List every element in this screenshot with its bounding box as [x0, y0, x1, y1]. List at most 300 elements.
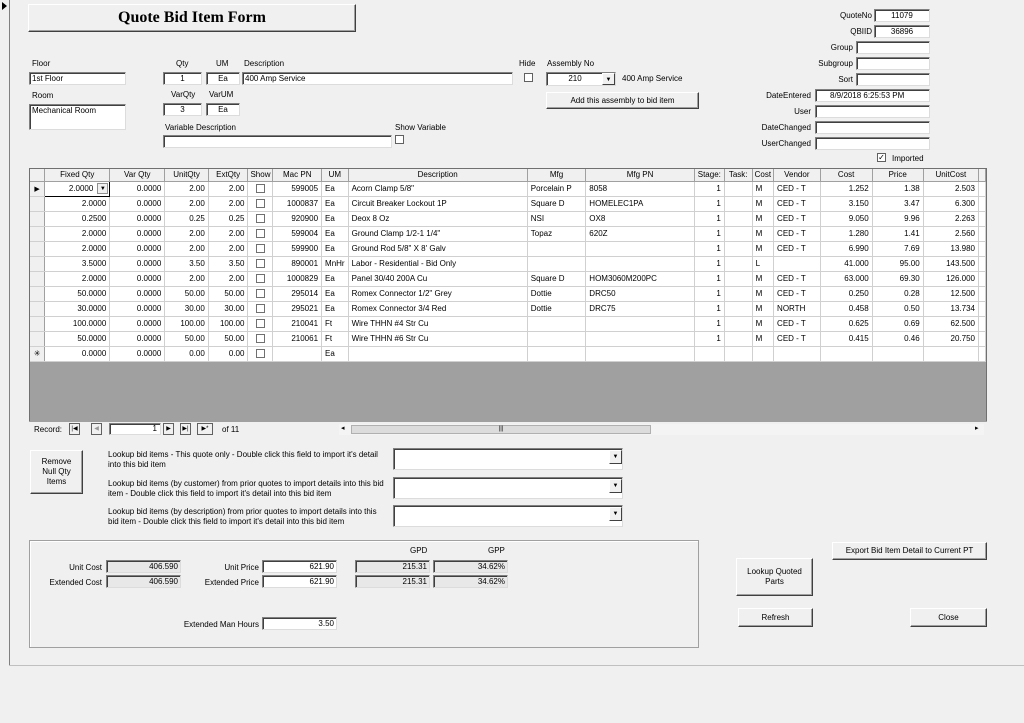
table-cell[interactable]: OX8 — [586, 211, 695, 226]
table-cell[interactable]: 210061 — [273, 331, 322, 346]
lookup-quoted-parts-button[interactable]: Lookup Quoted Parts — [736, 558, 813, 596]
table-cell[interactable]: 1 — [694, 226, 724, 241]
table-cell[interactable]: Panel 30/40 200A Cu — [348, 271, 527, 286]
show-checkbox-box[interactable] — [256, 184, 265, 193]
table-cell[interactable]: 50.0000 — [45, 286, 110, 301]
table-cell[interactable]: Ea — [322, 346, 349, 361]
table-cell[interactable]: 0.0000 — [110, 256, 165, 271]
column-header[interactable]: Fixed Qty — [45, 169, 110, 181]
table-cell[interactable]: 2.00 — [208, 196, 248, 211]
table-cell[interactable]: CED - T — [774, 286, 821, 301]
subgroup-field[interactable] — [856, 57, 930, 70]
row-selector[interactable] — [30, 316, 45, 331]
table-cell[interactable]: 50.00 — [165, 286, 209, 301]
table-cell[interactable] — [724, 346, 752, 361]
table-cell[interactable] — [694, 346, 724, 361]
lookup-this-quote-chevron-down-icon[interactable]: ▼ — [609, 450, 622, 464]
table-cell[interactable]: Ea — [322, 301, 349, 316]
show-checkbox[interactable] — [248, 331, 273, 346]
group-field[interactable] — [856, 41, 930, 54]
table-cell[interactable]: 2.00 — [208, 226, 248, 241]
table-row[interactable] — [30, 316, 986, 331]
table-cell[interactable]: 2.0000 — [45, 241, 110, 256]
table-cell[interactable]: 599004 — [273, 226, 322, 241]
table-cell[interactable]: CED - T — [774, 331, 821, 346]
table-cell[interactable]: 62.500 — [923, 316, 978, 331]
show-checkbox-box[interactable] — [256, 199, 265, 208]
column-header[interactable]: Price — [872, 169, 923, 181]
table-cell[interactable] — [586, 241, 695, 256]
column-header[interactable]: Mfg PN — [586, 169, 695, 181]
table-cell[interactable]: 1 — [694, 211, 724, 226]
table-cell[interactable]: 0.250 — [820, 286, 872, 301]
remove-null-qty-button[interactable]: Remove Null Qty Items — [30, 450, 83, 494]
table-cell[interactable]: 126.000 — [923, 271, 978, 286]
grid-corner[interactable] — [30, 169, 45, 181]
sort-field[interactable] — [856, 73, 930, 86]
table-cell[interactable] — [724, 316, 752, 331]
lookup-by-description-chevron-down-icon[interactable]: ▼ — [609, 507, 622, 521]
column-header[interactable]: UnitCost — [923, 169, 978, 181]
last-record-icon[interactable]: ▶| — [180, 423, 191, 435]
table-cell[interactable] — [872, 346, 923, 361]
show-checkbox[interactable] — [248, 241, 273, 256]
table-cell[interactable] — [586, 256, 695, 271]
table-cell[interactable]: 0.0000 — [110, 331, 165, 346]
column-header[interactable]: UM — [322, 169, 349, 181]
table-cell[interactable]: 0.2500 — [45, 211, 110, 226]
table-cell[interactable]: 3.150 — [820, 196, 872, 211]
column-header[interactable]: Vendor — [774, 169, 821, 181]
table-cell[interactable]: Ea — [322, 286, 349, 301]
table-cell[interactable]: 30.00 — [165, 301, 209, 316]
table-cell[interactable]: 95.00 — [872, 256, 923, 271]
table-cell[interactable]: 890001 — [273, 256, 322, 271]
qbiid-field[interactable]: 36896 — [874, 25, 930, 38]
table-cell[interactable]: 6.990 — [820, 241, 872, 256]
table-cell[interactable]: M — [752, 331, 773, 346]
table-cell[interactable]: Square D — [527, 196, 586, 211]
show-checkbox-box[interactable] — [256, 304, 265, 313]
table-cell[interactable]: HOM3060M200PC — [586, 271, 695, 286]
description-field[interactable]: 400 Amp Service — [242, 72, 513, 85]
table-cell[interactable]: 41.000 — [820, 256, 872, 271]
table-cell[interactable]: 0.458 — [820, 301, 872, 316]
table-cell[interactable]: 0.46 — [872, 331, 923, 346]
table-cell[interactable]: 2.00 — [165, 241, 209, 256]
table-cell[interactable]: Dottie — [527, 301, 586, 316]
table-cell[interactable]: 1 — [694, 256, 724, 271]
table-cell[interactable]: M — [752, 316, 773, 331]
table-cell[interactable]: Porcelain P — [527, 181, 586, 196]
table-cell[interactable] — [774, 346, 821, 361]
table-row[interactable] — [30, 181, 986, 196]
table-cell[interactable]: 0.00 — [165, 346, 209, 361]
table-cell[interactable]: 0.50 — [872, 301, 923, 316]
table-cell[interactable]: 2.503 — [923, 181, 978, 196]
table-cell[interactable]: 1 — [694, 286, 724, 301]
show-checkbox[interactable] — [248, 256, 273, 271]
new-record-icon[interactable]: ▶* — [197, 423, 213, 435]
table-cell[interactable]: CED - T — [774, 271, 821, 286]
varqty-field[interactable]: 3 — [163, 103, 202, 116]
table-cell[interactable]: 920900 — [273, 211, 322, 226]
table-cell[interactable]: 2.00 — [165, 271, 209, 286]
table-cell[interactable]: 295014 — [273, 286, 322, 301]
table-cell[interactable]: 0.00 — [208, 346, 248, 361]
table-cell[interactable]: 1 — [694, 241, 724, 256]
assembly-dropdown-chevron-down-icon[interactable]: ▼ — [602, 73, 615, 85]
horizontal-scrollbar[interactable] — [339, 424, 984, 435]
table-cell[interactable]: Deox 8 Oz — [348, 211, 527, 226]
table-cell[interactable]: 0.25 — [208, 211, 248, 226]
table-cell[interactable] — [724, 331, 752, 346]
table-cell[interactable]: 0.28 — [872, 286, 923, 301]
table-cell[interactable]: 3.5000 — [45, 256, 110, 271]
scroll-right-icon[interactable]: ▸ — [975, 425, 979, 432]
table-cell[interactable]: Dottie — [527, 286, 586, 301]
table-cell[interactable]: 2.00 — [208, 271, 248, 286]
table-cell[interactable]: 1.280 — [820, 226, 872, 241]
table-cell[interactable]: M — [752, 226, 773, 241]
table-cell[interactable]: 0.0000 — [45, 346, 110, 361]
table-cell[interactable]: 50.00 — [165, 331, 209, 346]
table-row[interactable] — [30, 211, 986, 226]
table-cell[interactable]: MnHr — [322, 256, 349, 271]
table-cell[interactable]: 1 — [694, 301, 724, 316]
table-cell[interactable] — [586, 346, 695, 361]
table-cell[interactable]: 1 — [694, 271, 724, 286]
table-cell[interactable]: 0.415 — [820, 331, 872, 346]
record-number-field[interactable]: 1 — [109, 423, 161, 435]
table-cell[interactable]: 599900 — [273, 241, 322, 256]
table-cell[interactable]: NORTH — [774, 301, 821, 316]
imported-checkbox[interactable]: ✓ — [878, 153, 885, 162]
table-cell[interactable]: Ft — [322, 331, 349, 346]
table-cell[interactable]: 2.0000 — [45, 271, 110, 286]
table-row[interactable] — [30, 196, 986, 211]
table-cell[interactable]: 3.47 — [872, 196, 923, 211]
table-cell[interactable]: 0.0000 — [110, 316, 165, 331]
table-cell[interactable]: Romex Connector 1/2" Grey — [348, 286, 527, 301]
table-cell[interactable]: 0.0000 — [110, 181, 165, 196]
table-cell[interactable]: 50.00 — [208, 331, 248, 346]
row-selector[interactable] — [30, 241, 45, 256]
table-cell[interactable]: 620Z — [586, 226, 695, 241]
table-cell[interactable] — [724, 196, 752, 211]
table-cell[interactable] — [586, 316, 695, 331]
show-checkbox[interactable] — [248, 301, 273, 316]
table-cell[interactable]: Ea — [322, 211, 349, 226]
next-record-icon[interactable]: ▶ — [163, 423, 174, 435]
show-variable-checkbox[interactable] — [395, 135, 404, 144]
table-cell[interactable] — [724, 286, 752, 301]
extended-price-field[interactable]: 621.90 — [262, 575, 337, 588]
table-cell[interactable]: 0.0000 — [110, 271, 165, 286]
table-cell[interactable]: 3.50 — [208, 256, 248, 271]
table-cell[interactable]: M — [752, 301, 773, 316]
show-checkbox-box[interactable] — [256, 214, 265, 223]
varum-field[interactable]: Ea — [206, 103, 240, 116]
table-cell[interactable]: Ft — [322, 316, 349, 331]
column-header[interactable]: Cost — [752, 169, 773, 181]
table-cell[interactable]: M — [752, 241, 773, 256]
lookup-by-customer-select[interactable] — [393, 477, 623, 499]
table-cell[interactable]: DRC50 — [586, 286, 695, 301]
table-row[interactable] — [30, 256, 986, 271]
table-cell[interactable]: 2.0000 — [45, 226, 110, 241]
table-cell[interactable] — [820, 346, 872, 361]
show-checkbox-box[interactable] — [256, 349, 265, 358]
table-cell[interactable]: 2.560 — [923, 226, 978, 241]
table-cell[interactable]: 1 — [694, 181, 724, 196]
floor-field[interactable]: 1st Floor — [29, 72, 126, 85]
table-cell[interactable]: 1000829 — [273, 271, 322, 286]
bid-items-grid[interactable] — [29, 168, 987, 436]
table-cell[interactable] — [348, 346, 527, 361]
table-cell[interactable]: 0.0000 — [110, 346, 165, 361]
table-cell[interactable]: 8058 — [586, 181, 695, 196]
table-cell[interactable]: Labor - Residential - Bid Only — [348, 256, 527, 271]
table-cell[interactable]: M — [752, 286, 773, 301]
date-entered-field[interactable]: 8/9/2018 6:25:53 PM — [815, 89, 930, 102]
table-cell[interactable]: Ea — [322, 241, 349, 256]
column-header[interactable]: Mac PN — [273, 169, 322, 181]
table-cell[interactable]: 2.00 — [208, 241, 248, 256]
date-changed-field[interactable] — [815, 121, 930, 134]
show-checkbox-box[interactable] — [256, 274, 265, 283]
ext-man-hours-field[interactable]: 3.50 — [262, 617, 337, 630]
table-cell[interactable] — [724, 181, 752, 196]
table-cell[interactable]: 100.00 — [165, 316, 209, 331]
row-selector[interactable] — [30, 211, 45, 226]
show-checkbox[interactable] — [248, 316, 273, 331]
user-field[interactable] — [815, 105, 930, 118]
column-header[interactable]: ExtQty — [208, 169, 248, 181]
show-checkbox-box[interactable] — [256, 289, 265, 298]
table-cell[interactable]: Square D — [527, 271, 586, 286]
table-cell[interactable] — [724, 301, 752, 316]
table-cell[interactable]: CED - T — [774, 181, 821, 196]
table-cell[interactable]: Wire THHN #6 Str Cu — [348, 331, 527, 346]
table-cell[interactable]: 13.980 — [923, 241, 978, 256]
table-cell[interactable]: 1.252 — [820, 181, 872, 196]
row-selector[interactable] — [30, 226, 45, 241]
table-cell[interactable]: 1 — [694, 196, 724, 211]
table-cell[interactable]: L — [752, 256, 773, 271]
table-cell[interactable]: 3.50 — [165, 256, 209, 271]
table-cell[interactable] — [527, 316, 586, 331]
column-header[interactable]: Task: — [724, 169, 752, 181]
table-cell[interactable]: 1.41 — [872, 226, 923, 241]
scroll-thumb[interactable]: ||| — [351, 425, 651, 434]
assembly-no-select[interactable]: 210 — [546, 72, 616, 86]
add-assembly-button[interactable]: Add this assembly to bid item — [546, 92, 699, 109]
table-cell[interactable]: M — [752, 211, 773, 226]
row-selector[interactable] — [30, 331, 45, 346]
table-cell[interactable]: 2.263 — [923, 211, 978, 226]
show-checkbox[interactable] — [248, 226, 273, 241]
qty-field[interactable]: 1 — [163, 72, 202, 85]
table-cell[interactable] — [527, 346, 586, 361]
hide-checkbox[interactable] — [524, 73, 533, 82]
table-cell[interactable]: 50.0000 — [45, 331, 110, 346]
table-row[interactable] — [30, 286, 986, 301]
table-cell[interactable]: 7.69 — [872, 241, 923, 256]
table-cell[interactable]: 143.500 — [923, 256, 978, 271]
refresh-button[interactable]: Refresh — [738, 608, 813, 627]
column-header[interactable]: Description — [348, 169, 527, 181]
table-cell[interactable]: 12.500 — [923, 286, 978, 301]
table-cell[interactable]: 6.300 — [923, 196, 978, 211]
close-button[interactable]: Close — [910, 608, 987, 627]
show-checkbox-box[interactable] — [256, 259, 265, 268]
prev-record-icon[interactable]: ◀ — [91, 423, 102, 435]
show-checkbox[interactable] — [248, 181, 273, 196]
table-cell[interactable] — [724, 271, 752, 286]
table-cell[interactable]: 1000837 — [273, 196, 322, 211]
column-header[interactable]: Var Qty — [110, 169, 165, 181]
show-checkbox[interactable] — [248, 346, 273, 361]
variable-description-field[interactable] — [163, 135, 392, 148]
row-selector[interactable] — [30, 196, 45, 211]
show-checkbox-box[interactable] — [256, 334, 265, 343]
table-cell[interactable] — [724, 241, 752, 256]
show-checkbox-box[interactable] — [256, 244, 265, 253]
table-cell[interactable]: Ea — [322, 226, 349, 241]
table-cell[interactable]: 0.0000 — [110, 241, 165, 256]
table-cell[interactable]: 0.25 — [165, 211, 209, 226]
table-cell[interactable]: 0.0000 — [110, 211, 165, 226]
table-cell[interactable]: 2.0000 — [45, 196, 110, 211]
table-row[interactable] — [30, 226, 986, 241]
new-record-row[interactable] — [30, 346, 986, 361]
row-selector[interactable] — [30, 256, 45, 271]
fixed-qty-dropdown-chevron-down-icon[interactable]: ▼ — [97, 183, 108, 194]
table-cell[interactable]: Ea — [322, 181, 349, 196]
table-cell[interactable]: 0.625 — [820, 316, 872, 331]
new-record-star-icon[interactable]: ✳ — [30, 346, 45, 361]
show-checkbox-box[interactable] — [256, 229, 265, 238]
column-header[interactable]: Cost — [820, 169, 872, 181]
table-cell[interactable]: Romex Connector 3/4 Red — [348, 301, 527, 316]
table-cell[interactable]: 50.00 — [208, 286, 248, 301]
first-record-icon[interactable]: |◀ — [69, 423, 80, 435]
table-cell[interactable]: 0.0000 — [110, 286, 165, 301]
table-cell[interactable]: 2.00 — [208, 181, 248, 196]
table-cell[interactable]: 0.0000 — [110, 226, 165, 241]
table-cell[interactable]: 1 — [694, 316, 724, 331]
table-row[interactable] — [30, 301, 986, 316]
column-header[interactable]: Stage: — [694, 169, 724, 181]
table-cell[interactable]: M — [752, 181, 773, 196]
table-cell[interactable]: 13.734 — [923, 301, 978, 316]
um-field[interactable]: Ea — [206, 72, 240, 85]
export-bid-item-button[interactable]: Export Bid Item Detail to Current PT — [832, 542, 987, 560]
table-cell[interactable]: Ea — [322, 271, 349, 286]
table-cell[interactable]: HOMELEC1PA — [586, 196, 695, 211]
table-cell[interactable]: 295021 — [273, 301, 322, 316]
current-record-arrow-icon[interactable]: ▶ — [30, 181, 45, 196]
column-header[interactable]: Show — [248, 169, 273, 181]
lookup-by-description-select[interactable] — [393, 505, 623, 527]
table-cell[interactable]: 210041 — [273, 316, 322, 331]
table-cell[interactable]: 2.00 — [165, 181, 209, 196]
table-cell[interactable]: 63.000 — [820, 271, 872, 286]
table-cell[interactable]: 30.00 — [208, 301, 248, 316]
table-cell[interactable]: M — [752, 271, 773, 286]
table-cell[interactable]: CED - T — [774, 316, 821, 331]
table-cell[interactable]: Acorn Clamp 5/8" — [348, 181, 527, 196]
show-checkbox[interactable] — [248, 271, 273, 286]
lookup-by-customer-chevron-down-icon[interactable]: ▼ — [609, 479, 622, 493]
table-cell[interactable] — [724, 256, 752, 271]
table-cell[interactable]: 1.38 — [872, 181, 923, 196]
table-cell[interactable] — [923, 346, 978, 361]
table-cell[interactable]: 0.0000 — [110, 196, 165, 211]
table-row[interactable] — [30, 271, 986, 286]
column-header[interactable]: Mfg — [527, 169, 586, 181]
table-cell[interactable] — [774, 256, 821, 271]
table-cell[interactable] — [273, 346, 322, 361]
table-cell[interactable]: 2.0000 ▼ — [45, 181, 110, 196]
table-cell[interactable]: 9.96 — [872, 211, 923, 226]
table-cell[interactable]: 20.750 — [923, 331, 978, 346]
table-cell[interactable]: CED - T — [774, 241, 821, 256]
table-cell[interactable]: NSI — [527, 211, 586, 226]
table-cell[interactable] — [752, 346, 773, 361]
user-changed-field[interactable] — [815, 137, 930, 150]
table-cell[interactable]: Topaz — [527, 226, 586, 241]
table-cell[interactable]: 69.30 — [872, 271, 923, 286]
table-cell[interactable] — [527, 241, 586, 256]
table-cell[interactable]: CED - T — [774, 196, 821, 211]
table-cell[interactable] — [586, 331, 695, 346]
table-cell[interactable]: 1 — [694, 331, 724, 346]
column-header[interactable]: UnitQty — [165, 169, 209, 181]
table-cell[interactable]: Circuit Breaker Lockout 1P — [348, 196, 527, 211]
show-checkbox[interactable] — [248, 286, 273, 301]
table-cell[interactable]: 100.00 — [208, 316, 248, 331]
table-cell[interactable]: 9.050 — [820, 211, 872, 226]
table-cell[interactable]: Ground Clamp 1/2-1 1/4" — [348, 226, 527, 241]
row-selector[interactable] — [30, 301, 45, 316]
scroll-left-icon[interactable]: ◂ — [341, 425, 345, 432]
table-cell[interactable]: M — [752, 196, 773, 211]
lookup-this-quote-select[interactable] — [393, 448, 623, 470]
table-cell[interactable]: 100.0000 — [45, 316, 110, 331]
table-cell[interactable]: 0.0000 — [110, 301, 165, 316]
table-cell[interactable] — [527, 331, 586, 346]
room-field[interactable]: Mechanical Room — [29, 104, 126, 130]
table-row[interactable] — [30, 241, 986, 256]
table-cell[interactable]: 2.00 — [165, 226, 209, 241]
show-checkbox-box[interactable] — [256, 319, 265, 328]
table-cell[interactable]: CED - T — [774, 226, 821, 241]
table-cell[interactable] — [724, 211, 752, 226]
table-cell[interactable]: 30.0000 — [45, 301, 110, 316]
table-cell[interactable] — [724, 226, 752, 241]
show-checkbox[interactable] — [248, 211, 273, 226]
table-cell[interactable]: 2.00 — [165, 196, 209, 211]
table-row[interactable] — [30, 331, 986, 346]
table-cell[interactable]: DRC75 — [586, 301, 695, 316]
table-cell[interactable]: CED - T — [774, 211, 821, 226]
table-cell[interactable]: 599005 — [273, 181, 322, 196]
table-cell[interactable]: 0.69 — [872, 316, 923, 331]
table-cell[interactable] — [527, 256, 586, 271]
row-selector[interactable] — [30, 271, 45, 286]
